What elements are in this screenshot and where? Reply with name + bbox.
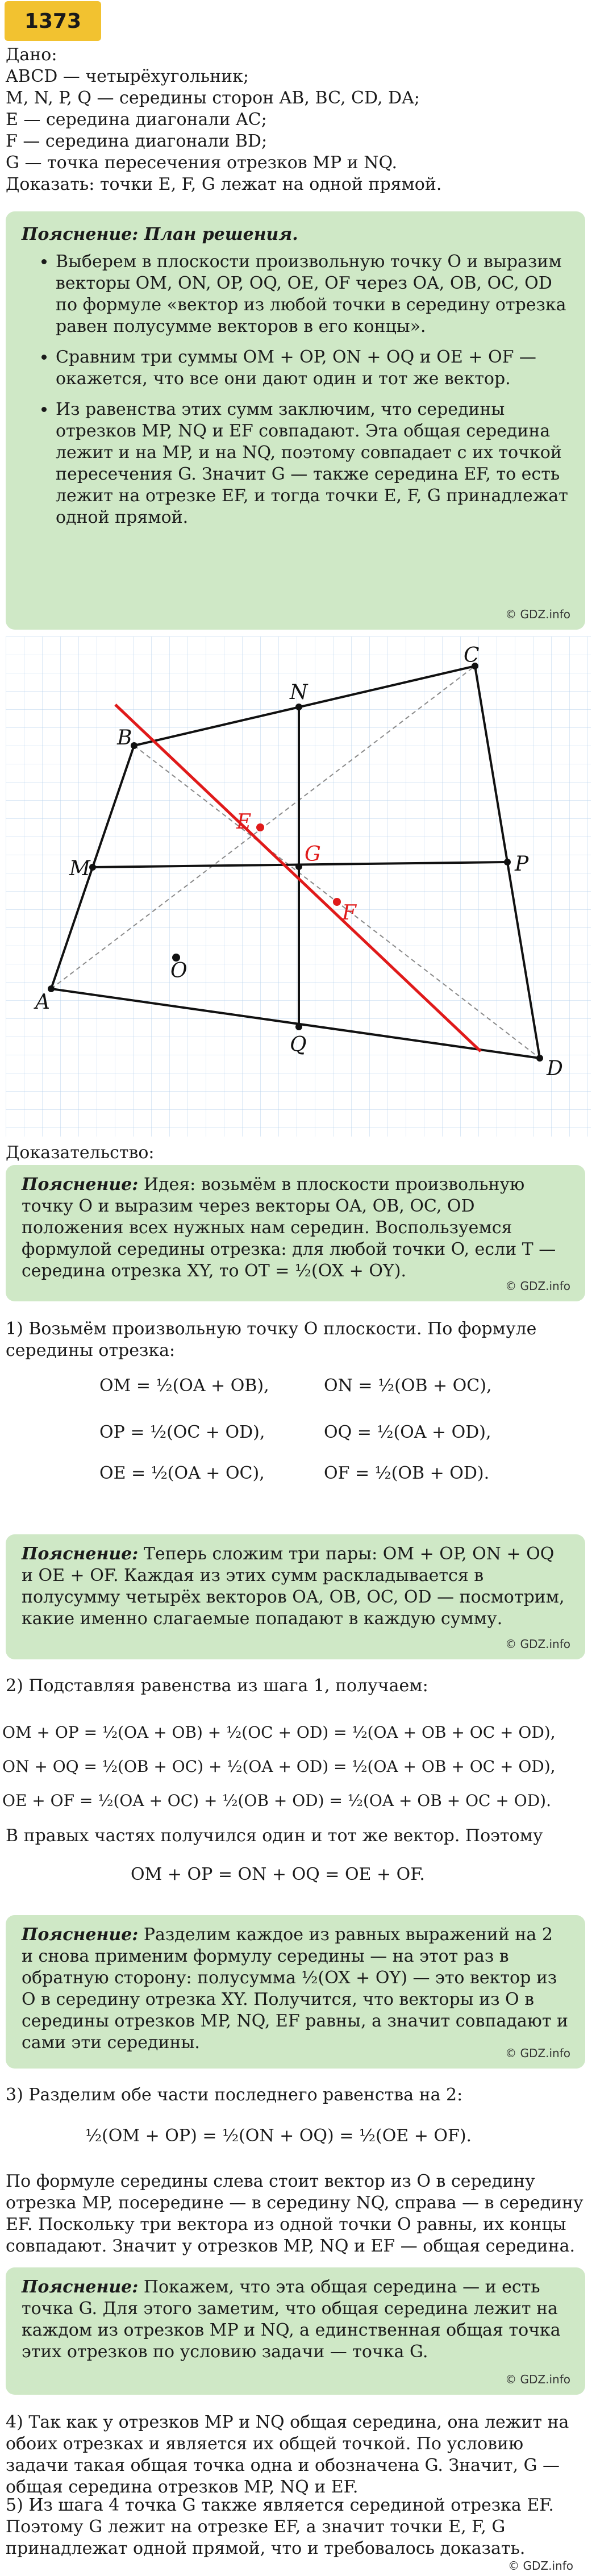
formula-om: OM = ½(OA + OB),	[99, 1376, 269, 1396]
plan-list	[22, 251, 569, 528]
sum-box	[6, 1534, 585, 1659]
footer-credit: © GDZ.info	[508, 2559, 573, 2573]
plan-item: • Из равенства этих сумм заключим, что середины отрезков MP, NQ и EF совпадают. Эта общая середина лежит и на MP, и на NQ, поэтому совпадает с их точкой пересечения G. Значит G — также середина EF, то есть лежит на отрезке EF, и тогда точки E, F, G принадлежат одной прямой.	[56, 399, 569, 528]
credit: © GDZ.info	[505, 1637, 570, 1651]
given-line: ABCD — четырёхугольник;	[6, 66, 249, 86]
step-4: 4) Так как у отрезков MP и NQ общая середина, она лежит на обоих отрезках и является их общей точкой. По условию задачи такая общая точка одна и обозначена G. Значит, G — общая середина отрезков MP, NQ и EF.	[6, 2412, 569, 2497]
given-line: M, N, P, Q — середины сторон AB, BC, CD, DA;	[6, 88, 420, 108]
given-title: Дано:	[6, 45, 57, 65]
formula-sum-1: OM + OP = ½(OA + OB) + ½(OC + OD) = ½(OA + OB + OC + OD),	[2, 1723, 556, 1742]
step-3b: По формуле середины слева стоит вектор из O в середину отрезка MP, посередине — в середину NQ, справа — в середину EF. Поскольку три вектора из одной точки O равны, их концы совпадают. Значит у отрезков MP, NQ и EF — общая середина.	[6, 2171, 584, 2256]
idea-heading: Пояснение:	[22, 1175, 139, 1195]
step-5: 5) Из шага 4 точка G также является серединой отрезка EF. Поэтому G лежит на отрезке EF, а значит точки E, F, G принадлежат одной прямой, что и требовалось доказать.	[6, 2495, 554, 2558]
step-3: 3) Разделим обе части последнего равенства на 2:	[6, 2085, 463, 2105]
label-p: P	[515, 852, 529, 876]
credit: © GDZ.info	[505, 1279, 570, 1293]
label-b: B	[117, 726, 132, 750]
halves-heading: Пояснение:	[22, 1925, 139, 1945]
step-1: 1) Возьмём произвольную точку O плоскости. По формуле середины отрезка:	[6, 1319, 537, 1360]
step-2: 2) Подставляя равенства из шага 1, получаем:	[6, 1676, 428, 1696]
sum-text: Теперь сложим три пары: OM + OP, ON + OQ и OE + OF. Каждая из этих сумм раскладывается в полусумму четырёх векторов OA, OB, OC, OD — посмотрим, какие именно слагаемые попадают в каждую сумму.	[22, 1544, 565, 1629]
label-g: G	[305, 843, 321, 866]
formula-sum-3: OE + OF = ½(OA + OC) + ½(OB + OD) = ½(OA + OB + OC + OD).	[2, 1791, 551, 1810]
credit: © GDZ.info	[505, 607, 570, 621]
point-g	[295, 863, 302, 870]
label-q: Q	[290, 1033, 307, 1056]
given-line: G — точка пересечения отрезков MP и NQ.	[6, 153, 398, 173]
plan-box	[6, 211, 585, 630]
sum-heading: Пояснение:	[22, 1544, 139, 1564]
plan-heading: Пояснение: План решения.	[22, 224, 298, 244]
halves-text: Разделим каждое из равных выражений на 2 и снова применим формулу середины — на этот раз в обратную сторону: полусумма ½(OX + OY) — это вектор из O в середину отрезка XY. Получится, что векторы из O в середины отрезков MP, NQ, EF равны, а значит совпадают и сами эти середины.	[22, 1925, 568, 2053]
proof-title: Доказательство:	[6, 1143, 155, 1163]
given-line: E — середина диагонали AC;	[6, 110, 267, 130]
formula-equal-sums: OM + OP = ON + OQ = OE + OF.	[131, 1865, 425, 1884]
idea-box	[6, 1165, 585, 1301]
formula-on: ON = ½(OB + OC),	[324, 1376, 492, 1396]
point-e	[256, 823, 264, 831]
formula-op: OP = ½(OC + OD),	[99, 1422, 265, 1442]
common-midpoint-text: Покажем, что эта общая середина — и есть точка G. Для этого заметим, что общая середина лежит на каждом из отрезков MP и NQ, а единственная общая точка этих отрезков по условию задачи — точка G.	[22, 2277, 561, 2362]
given-section	[6, 44, 591, 195]
common-midpoint-box	[6, 2267, 585, 2395]
task-number-badge	[5, 1, 101, 41]
formula-sum-2: ON + OQ = ½(OB + OC) + ½(OA + OD) = ½(OA + OB + OC + OD),	[2, 1757, 556, 1776]
point-q	[295, 1023, 302, 1030]
label-a: A	[35, 991, 50, 1014]
halves-box	[6, 1915, 585, 2069]
formula-of: OF = ½(OB + OD).	[324, 1463, 490, 1483]
label-o: O	[170, 959, 187, 983]
task-number: 1373	[24, 9, 82, 33]
plan-item: • Выберем в плоскости произвольную точку O и выразим векторы OM, ON, OP, OQ, OE, OF через OA, OB, OC, OD по формуле «вектор из любой точки в середину отрезка равен полусумме векторов в его концы».	[56, 251, 569, 338]
given-line: F — середина диагонали BD;	[6, 131, 268, 151]
label-c: C	[464, 644, 480, 667]
point-p	[504, 859, 511, 865]
formula-oe: OE = ½(OA + OC),	[99, 1463, 265, 1483]
geometry-figure	[6, 636, 591, 1137]
label-m: M	[69, 857, 90, 880]
common-midpoint-heading: Пояснение:	[22, 2277, 139, 2297]
plan-item: • Сравним три суммы OM + OP, ON + OQ и OE + OF — окажется, что все они дают один и тот же вектор.	[56, 347, 569, 390]
formula-oq: OQ = ½(OA + OD),	[324, 1422, 491, 1442]
credit: © GDZ.info	[505, 2373, 570, 2386]
label-d: D	[547, 1057, 563, 1080]
step-2b: В правых частях получился один и тот же вектор. Поэтому	[6, 1826, 543, 1846]
label-e: E	[236, 810, 252, 834]
given-line: Доказать: точки E, F, G лежат на одной прямой.	[6, 174, 442, 194]
label-n: N	[290, 681, 308, 704]
idea-text: Идея: возьмём в плоскости произвольную точку O и выразим через векторы OA, OB, OC, OD положения всех нужных нам середин. Воспользуемся формулой середины отрезка: для любой точки O, если T — середина отрезка XY, то OT = ½(OX + OY).	[22, 1175, 556, 1281]
point-n	[295, 704, 302, 710]
point-d	[536, 1055, 543, 1062]
point-f	[333, 898, 341, 906]
formula-halves: ½(OM + OP) = ½(ON + OQ) = ½(OE + OF).	[85, 2126, 472, 2146]
label-f: F	[342, 901, 356, 925]
credit: © GDZ.info	[505, 2046, 570, 2060]
